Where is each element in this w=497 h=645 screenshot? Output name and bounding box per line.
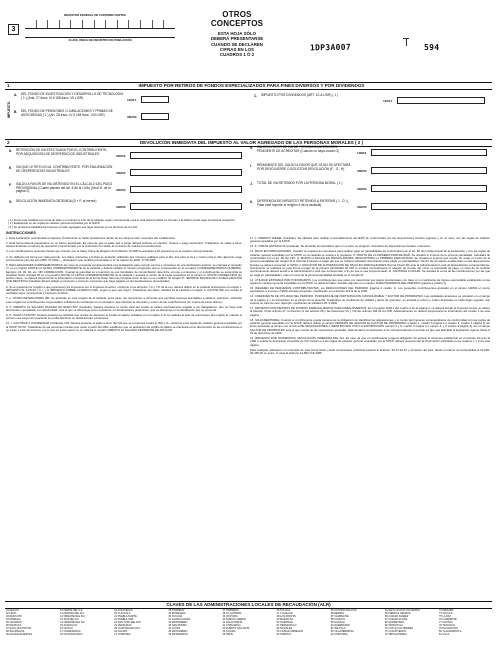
section2-f-code: 33I250	[116, 188, 126, 192]
alr-entry: 74 TOLUCA	[439, 612, 453, 616]
section2-d-amount-field[interactable]	[130, 152, 242, 159]
section1-b-code: 38I150	[127, 115, 137, 119]
alr-entry: 41 AGUA PRIETA	[222, 621, 243, 625]
alr-entry: 71 CUAUHTEMOC	[384, 630, 407, 634]
section1-b-letter: B.	[14, 110, 18, 114]
header-mark-vertical	[406, 38, 407, 46]
rfc-field[interactable]	[25, 20, 175, 29]
alr-entry: 34 LA PAZ	[168, 627, 181, 631]
section1-c-amount-field[interactable]	[397, 97, 485, 104]
curp-label: CLAVE ÚNICA DE REGISTRO DE POBLACIÓN	[68, 38, 132, 42]
alr-entry: 63 CHETUMAL	[330, 633, 348, 637]
instruction-item: 6. Si se presenta por renglón a que pertenecen los impuestos por el impuesto al activo, conforme a los artículos 7-A y 7-D de la Ley, deberá utilizar en la carátula únicamente el renglón c. IMPUESTO AL ACTIVO ( 6 ), y el IMPUESTO SOBRE LA RENTA (ISR), según el que sea mayor. Tratándose del saldo, utilizará en la carátula el renglón b. AJUSTE ISR con cuanto la cantidad mayor corresponde a impuesto al activo.	[6, 284, 242, 296]
section1-title: IMPUESTO POR RETIROS DE FONDOS ESPECIALIZADOS PARA FINES DIVERSOS Y POR DIVIDENDOS	[138, 83, 365, 88]
instruction-item: 18. IVA ACREDITABLE. Cuando el contribuyente pueda tomarse de la obligación de identificar las adquisiciones y el monto del impuesto correspondiente de conformidad con las reglas de carácter general expedidas por la SHCP, deberá utilizar el campo DEFINIDO DE APLICAR EL FACTOR DE PRORRATEO (cuadro 1, cuadro 6 página 2 o cuadro 3, cuadro 4 página 3) así llevar anotación al campo con la forma DE ADQUISICIONES e IDENTIFICADO CON LA EXPORTACIÓN (campo 3 y 8, cuadro 5 página 2 o campo 3, y 4 cuadro 3 página 4), así el campo FACTOR DE PRORRATEO será el que resulte de las operaciones gravadas. Deberá darse cumplimiento a los correspondientes a periodo en que sea aplicable la legislación vigente hasta el 31 de diciembre de 1999.	[250, 317, 490, 335]
alr-column	[439, 609, 492, 636]
alr-entry: 06 PACHUCA	[6, 624, 22, 628]
section1-b-amount-field[interactable]	[141, 113, 169, 120]
alr-entry: 56 MERIDA	[330, 612, 344, 616]
alr-entry: 53 CIUDAD OBREGON	[276, 630, 304, 634]
alr-entry: 38 LA CANTERA	[222, 612, 242, 616]
instruction-item: 5. DECLARACIONES COMPLEMENTARIAS: En caso de presentar complementaria una declaración para corregir errores u omisiones de una declaración anterior, se marcará el recuadro 'C' en el renglón ANOTE LA LETRA CORRESPONDIENTE de la carátula y deberá señalar el número progresivo que le corresponda en el recuadro (COMPLEMENTARIAS NÚMERO). Ejemplo: 01, 02, 03, etc. NIF CORRECCIÓN. Cuando la autoridad en el ejercicio de sus facultades de comprobación determine errores u omisiones y el contribuyente se autocorrija su situación fiscal, anotará 'M' en el recuadro ANOTE LA LETRA CORRESPONDIENTE de la carátula y anotará el monto de la multa respectiva en el campo G. MULTA CORRECCIÓN. En ambos casos, se deberá proporcionar la información completa de la forma fiscal, tanto la corregida como la que no se modificó. El renglón H. IMPORTE PAGADO EN LA DECLARACIÓN QUE RECTIFICA (cantidad deberá reflejar el concepto o suma de conceptos que haya pagado en las declaraciones presentadas).	[6, 262, 242, 284]
alr-column	[168, 609, 221, 636]
alr-entry: 42 CHIHUAHUA	[222, 624, 241, 628]
section2-g-code: 33I250	[116, 205, 126, 209]
section1-side-label: IMPUESTO	[7, 101, 11, 119]
section2-k-row	[250, 200, 488, 216]
alr-entry: 79 NAUCALPAN	[439, 627, 458, 631]
section2-e-row	[9, 166, 243, 182]
subtitle-line: CIFRAS EN LOS	[220, 46, 254, 52]
rfc-label: REGISTRO FEDERAL DE CONTRIBUYENTES	[64, 13, 126, 17]
section1-header	[5, 82, 492, 90]
section2-h-row	[250, 146, 488, 162]
section2-e-text: IVA QUE LE RETUVO AL CONTRIBUYENTE, POR ENAJENACIÓN DE DESPERDICIOS INDUSTRIALES	[16, 165, 113, 173]
instructions-heading: INSTRUCCIONES	[6, 231, 36, 235]
alr-entry: 25 COATZACOALCOS	[114, 627, 140, 631]
alr-entry: 65 PIEDRAS NEGRAS	[384, 612, 411, 616]
alr-entry: 22 PUEBLA SUR	[114, 618, 134, 622]
section2-j-amount-field[interactable]	[371, 185, 487, 192]
section1-a-row	[14, 93, 170, 109]
alr-entry: 13 SUR DEL D.F.	[60, 618, 80, 622]
alr-entry: 19 ZACATECAS	[114, 609, 133, 612]
instruction-item: 2. Esta forma deberá presentarse en un banco autorizado. En caso de que el saldo sea a cargo deberá cubrirse en efectivo, cheque o pago electrónico. Tratándose de saldo a favor, deberá anotarse el número de operación proporcionado por la institución de crédito al momento de realizar la transferencia.	[6, 241, 242, 249]
section2-j-row	[250, 182, 488, 198]
section1-c-text: IMPUESTO POR DIVIDENDOS (ART. 10-A LISR) ( 1 )	[261, 93, 338, 97]
section2-i-amount-field[interactable]	[371, 167, 487, 174]
section1-c-row	[254, 94, 486, 110]
section1-a-text: DEL FONDO DE INVESTIGACIÓN Y DESARROLLO DE TECNOLOGÍA ( 1 ) (Arts. 27 fracc. III 6 158 fracc. VII LISR)	[21, 92, 124, 100]
alr-entry: 30 TIJUANA	[168, 615, 183, 619]
instruction-item: 16. COEFICIENTE DE UTILIDAD DEL PERIODO, PORCENTAJE DE PARTICIPACIÓN CONSOLIDABLE Y FACTOR DE PRORRATEO. Las cantidades anteriores se anotarán en el campo de la página 2 y se transcriben en el campo de la derecha. Tratándose de coeficiente de utilidad y factor de prorrateo, se anotará el entero y cuatro decimales en cada dígito seguido, aun cuando se trate de cero. Ejemplo: coeficiente de utilidad 0.25: 0.2500	[250, 294, 490, 306]
header-title-block	[177, 10, 297, 57]
alr-entry: 39 VICTORIA	[222, 615, 238, 619]
alr-entry: 12 ORIENTE DEL D.F.	[60, 615, 86, 619]
alr-entry: 01 CELAYA	[6, 609, 19, 612]
section2-i-code: 33I250	[357, 169, 367, 173]
instruction-item: 19. IMPUESTO POR DIVIDENDOS, DEVOLUCIÓN INMEDIATA DEL IVA. En caso de que el contribuyente tenga la obligación de enterar el impuesto establecido en el artículo 10-A de la LISR o solicite la devolución inmediata de IVA conforme a las reglas de carácter general expedidas por la SHCP, deberá proporcionar la información solicitada en los cuadros 1 y 2 de esta página.	[250, 336, 490, 347]
instruction-item: 10. I. CANTIDAD A COMPENSAR (Carátula). NM. Deberá anotarse el saldo a favor del IVA que se compense contra el ISR e IA, conforme a las reglas de carácter general expedidas por la SHCP. NOTA: Tratándose de las personas morales que opten a partir del 2001 establecer que su aplicación del crédito al salario se efectuará como disminución de las contribuciones a su cargo y a las de terceros, por lo que en estos casos no se utilizará el renglón CRÉDITO AL SALARIO PENDIENTE DE APLICAR.	[6, 321, 242, 332]
section2-footnotes	[8, 219, 488, 229]
section2-e-code: 33I250	[116, 171, 126, 175]
alr-entry: 73 ORIZABA	[439, 609, 454, 612]
section2-h-text: SALDO A FAVOR DE IVA DE PERIODOS ANTERIORES PENDIENTE DE ACREDITAR (Cuando no haya cuadro 2)	[257, 145, 340, 153]
section2-h-code: 13I051	[357, 151, 367, 155]
alr-column	[60, 609, 113, 636]
alr-entry: 33 SAN PEDRO	[168, 624, 187, 628]
section1-b-row	[14, 110, 170, 126]
instruction-item: 9. H. SALDO A FAVOR. Deberá anotarse la cantidad que resulte de disminuir el crédito al salario señalado en el renglón F de la carátula al total de retenciones del renglón E, cuando el primero sea mayor al remanente se podrá disminuir en declaraciones posteriores.	[6, 313, 242, 321]
alr-entry: 45 TEPIC	[222, 633, 234, 637]
instruction-item: Para cualquier aclaración en el llenado de esta forma fiscal, puede comunicarse al Distrito Federal al teléfono: 52-27-02-87 y al interior del país, desde el interior de la República al 01-800-90-456-00 en estos. Ó vaya al teléfono 01-800-716-3355.	[250, 347, 490, 356]
alr-entry: 18 CHILPANCINGO	[60, 633, 83, 637]
alr-entry: 60 QUERETARO	[330, 624, 350, 628]
section2-g-text: DEVOLUCIÓN INMEDIATA OBTENIDA (D + F, al menor)	[16, 199, 97, 203]
section1-c-code: 11I017	[383, 99, 393, 103]
alr-entry: 61 SALTILLO	[330, 627, 346, 631]
section2-k-text: DIFERENCIA DE IMPUESTO RETENIDO A ENTERAR ( J - D ) ( Pase este importe al renglón 4 de la carátula)	[257, 199, 349, 207]
section2-d-code: 33I250	[116, 154, 126, 158]
alr-column	[223, 609, 276, 636]
alr-entry: 48 LOS MOCHIS	[276, 615, 296, 619]
handwritten-number: 594	[424, 43, 440, 52]
section2-h-letter: H.	[250, 146, 254, 150]
alr-entry: 44 COLIMA	[222, 630, 236, 634]
section1-b-text: DEL FONDO DE PENSIONES O JUBILACIONES Y PRIMAS DE ANTIGÜEDAD ( 1 ) (Art. 28 fracc. IV 6 158 fracc. VIII LISR)	[21, 109, 113, 117]
page-title: OTROS CONCEPTOS	[210, 10, 264, 28]
footnote: ( 2 ) Establecido en las reglas de carácter general expedidas por la SHCP.	[8, 221, 100, 226]
section2-i-text: REMANENTE DEL SALDO A FAVOR QUE YA NO SE AFECTARÁ POR DEVOLVERSE O SOLICITAR DEVOLUCIÓN (F - G - H)	[257, 163, 351, 171]
subtitle-line: ESTA HOJA SÓLO	[217, 31, 257, 36]
section2-d-text: RETENCIÓN DE IVA EFECTUADA POR EL CONTRIBUYENTE, POR ADQUISICIÓN DE DESPERDICIOS INDUSTRIALES	[16, 148, 108, 156]
alr-entry: 09 AGUASCALIENTES	[6, 633, 32, 637]
subtitle-line: DEBERÁ PRESENTARSE	[210, 36, 264, 42]
handwritten-code: 1DP3A007	[309, 42, 352, 53]
alr-column	[114, 609, 167, 636]
alr-entry: 62 VILLAHERMOSA	[330, 630, 354, 634]
curp-field[interactable]	[25, 30, 175, 38]
alr-entry: 47 CULIACAN	[276, 612, 293, 616]
alr-entry: 26 XALAPA	[114, 630, 128, 634]
instruction-item: 17. IMPUESTO POR RETIROS DE FONDOS ESPECIALIZADOS PARA FINES DIVERSOS. En el renglón 11I017 del cuadro 4 de la página 2, se deberá anotar el impuesto al que se refiere la fracción III del artículo 27, la fracción IV del artículo 28 y las fracciones VII y VIII del artículo 158 de la LISR. Adicionalmente se deberá proporcionar la información del cuadro 1 de esta página.	[250, 306, 490, 317]
section1-number: 1	[7, 83, 10, 88]
alr-entry: 70 TUXTLA GUTIERREZ	[384, 627, 413, 631]
alr-entry: 28 TORREON	[168, 609, 185, 612]
alr-entry: 14 ORIENTE DEL D.F.	[60, 621, 86, 625]
section2-e-amount-field[interactable]	[130, 169, 242, 176]
alr-entry: 49 MAZATLAN	[276, 618, 294, 622]
footnote: ( 1 ) Anote esta cantidad a la suma de ellas en el campo a a fin de la carátula, según corresponda, para lo cual deberá utilizar un formato 1-D distinto al del pago provisional respectivo.	[8, 218, 236, 222]
section2-d-letter: D.	[9, 149, 13, 153]
instruction-item: 1. Esta declaración será llenada a máquina. Únicamente se harán anotaciones dentro de los campos color rosa para ello establecidos.	[6, 236, 176, 240]
instruction-item: 7. p. OTRAS RETENCIONES ISR. Se anotarán en este renglón de la carátula, entre otras, las retenciones a personas que perciban ingresos asimilables a salarios; asimismo, utilizarán este renglón los contribuyentes responsables solidarios de residentes en el extranjero, que efectúen la retención y entero de las contribuciones por cuenta de éstos últimos.	[6, 296, 242, 304]
alr-entry: 05 URUAPAN	[6, 621, 22, 625]
alr-entry: 17 CUERNAVACA	[60, 630, 81, 634]
alr-column	[331, 609, 384, 636]
alr-entry: 51 HERMOSILLO	[276, 624, 297, 628]
alr-entry: 10 NORTE DEL D.F.	[60, 609, 83, 612]
alr-entry: 59 OAXACA	[330, 621, 345, 625]
instructions-left-column	[6, 237, 242, 334]
section2-j-letter: J.	[250, 182, 253, 186]
alr-entry: 40 NUEVO LAREDO	[222, 618, 246, 622]
section2-i-row	[250, 164, 488, 180]
alr-entry: 16 IGUALA	[60, 627, 73, 631]
alr-entry: 43 PUERTO VALLARTA	[222, 627, 250, 631]
section1-a-code: 11I017	[127, 98, 137, 102]
alr-column	[385, 609, 438, 636]
form-number: 3	[11, 26, 16, 33]
section2-j-text: TOTAL DE IVA RETENIDO POR LA PERSONA MORAL ( 1 )	[257, 181, 343, 185]
alr-entry: 50 DURANGO	[276, 621, 293, 625]
section2-e-letter: E.	[9, 166, 13, 170]
alr-entry: 57 CAMPECHE	[330, 615, 349, 619]
form-number-box	[8, 24, 19, 35]
section1-a-letter: A.	[14, 93, 18, 97]
alr-entry: 27 CORDOBA	[114, 633, 131, 637]
subtitle-line: CUADROS 1 Ó 2	[219, 52, 255, 58]
alr-column	[6, 609, 59, 636]
alr-entry: 08 ZACATECAS	[6, 630, 25, 634]
instruction-item: 4. Se utilizará una forma por cada periodo. Los datos referentes a fechas se anotarán utilizando dos números arábigos para el día, dos para el mes y cuatro para el año. Ejemplo: pago provisional de julio del año 2000: 07 2000 — declaración que rectifica presentada el 17 de agosto de 2000: 17 08 2000	[6, 254, 242, 262]
section2-f-amount-field[interactable]	[130, 186, 242, 193]
alr-entry: 31 GUADALAJARA	[168, 618, 191, 622]
instruction-item: 14. UTILIDAD ESTIMADA POR HONORARIOS. Los contribuyentes que opten por determinar sus pagos provisionales con base en el coeficiente de ingreso acumulable establecido en las reglas de carácter general expedidas por la SHCP no deberán haber anotado algunas en el campo 111303 INGRESOS DEL PERIODO (página 2 cuadro 1).	[250, 277, 490, 285]
alr-entry: 37 TORREON	[222, 609, 239, 612]
footnote: ( 3 ) Se anotará la totalidad del impuesto al valor agregado que haya retenido en los términos de la LIVA.	[8, 224, 138, 229]
instruction-item: 11. J. CRÉDITO DIESEL (Carátula). Se utilizará para realizar el acreditamiento del IEPS de conformidad con las disposiciones fiscales vigentes y en su caso, con las reglas de carácter general expedidas por la SHCP.	[250, 236, 490, 244]
alr-entry: 68 QUERETARO	[384, 621, 404, 625]
alr-entry: 21 PUEBLA NORTE	[114, 615, 137, 619]
alr-entry: 52 NOGALES	[276, 627, 293, 631]
subtitle-line: CUANDO SE DECLAREN	[211, 41, 263, 47]
alr-entry: 78 TEXCOCO	[439, 624, 455, 628]
section2-title: DEVOLUCIÓN INMEDIATA DEL IMPUESTO AL VALOR AGREGADO DE LAS PERSONAS MORALES	[139, 140, 354, 145]
alr-entry: 11 CENTRO DEL D.F.	[60, 612, 85, 616]
section1-c-letter: C.	[254, 94, 258, 98]
alr-entry: 24 VERACRUZ	[114, 624, 132, 628]
alr-entry: 66 CIUDAD JUAREZ	[384, 615, 409, 619]
alr-entry: 15 ACAPULCO	[60, 624, 78, 628]
alr-column	[277, 609, 330, 636]
alr-entry: 20 TLAXCALA	[114, 612, 131, 616]
alr-entry: 81 VILLA	[439, 633, 450, 637]
section2-g-letter: G.	[9, 200, 13, 204]
section2-k-amount-field[interactable]	[371, 203, 487, 210]
alr-title: CLAVES DE LAS ADMINISTRACIONES LOCALES DE RECAUDACIÓN (ALR)	[166, 602, 331, 607]
alr-table	[6, 609, 492, 636]
section2-i-letter: I.	[250, 164, 252, 168]
alr-entry: 02 LEON	[6, 612, 17, 616]
alr-entry: 36 MATAMOROS	[168, 633, 188, 637]
section2-title-note: ( 2 )	[355, 140, 364, 145]
instruction-item: 3. Los contribuyentes personas físicas que cuenten con la Clave Única de Registro de Población (CURP) la anotarán a 18 posiciones en el espacio correspondiente.	[6, 249, 214, 254]
section2-f-letter: F.	[9, 183, 12, 187]
section2-g-amount-field[interactable]	[130, 203, 242, 210]
section2-h-amount-field[interactable]	[371, 149, 487, 156]
alr-entry: 04 MORELIA	[6, 618, 21, 622]
alr-entry: 32 MONTERREY	[168, 621, 188, 625]
section2-k-code: 33I250	[357, 205, 367, 209]
instruction-item: 13. PAGO EN PARCIALIDADES. Cuando se requiera los impuestos para realizar pago en parcialidades de conformidad con el art. 66 del Código Fiscal de la Federación y con las reglas de carácter general expedidas por la SHCP, en la carátula se estará a lo siguiente: P. MONTO DE LA PRIMERA PARCIALIDAD. Se anotará el importe de la primera parcialidad, calculada de conformidad con el art. 66 del CFF. Q. MONTO A PAGAR EN PARCIALIDADES, DESCONTADA LA PRIMERA PARCIALIDAD. Se anotará el importe que resulte de restar el monto de la primera parcialidad del renglón P al total del impuesto a pagar del que se hubiera solicitado autorización para pagar en parcialidades. Dentro de los plazos establecidos en las disposiciones fiscales se deberá presentar el AVISO o SOLICITUD DE AUTORIZACIÓN DE PAGO EN PARCIALIDADES (Forma Fiscal 46) ante la Administración Local de Recaudación correspondiente. Únicamente se realizará en esta forma el pago de la primera parcialidad. El SAT le enviará mensualmente la relación de cuenta, así como su formulario de pago, en caso de no recibirlo oportunamente deberá acudir a la Administración Local que corresponda, a fin de que le sea proporcionado. R. CANTIDAD A PAGAR. Se anotará la suma de las contribuciones por las que se paga en parcialidades, más el monto de la primera parcialidad anotada en el renglón R.	[250, 249, 490, 277]
instruction-item: 8. F. CRÉDITO AL SALARIO PAGADO EN EFECTIVO (Carátula). Deberá anotarse el monto total del crédito al salario efectivamente pagado a los trabajadores, que no haya sido disminuido o acreditado con anterioridad, más el que se disminuya como excedente en declaraciones posteriores, que se disminuye en la declaración que se presenta.	[6, 304, 242, 312]
section2-f-text: SALDO A FAVOR DE IVA OBTENIDO EN EL CÁLCULO DEL PAGO PROVISIONAL (Cuarto párrafo del Art. 5 de la LIVA) (Va al H. de la página 2)	[16, 182, 113, 194]
alr-entry: 80 TLALNEPANTLA	[439, 630, 462, 634]
section2-number: 2	[7, 140, 10, 145]
alr-entry: 69 TAPACHULA	[384, 624, 403, 628]
alr-entry: 72 TEHUANTEPEC	[384, 633, 407, 637]
alr-entry: 67 CIUDAD ACUÑA	[384, 618, 408, 622]
alr-entry: 07 SAN LUIS POTOSI	[6, 627, 31, 631]
section2-j-code: 33I250	[357, 187, 367, 191]
instructions-right-column	[250, 237, 490, 357]
section2-g-row	[9, 200, 243, 216]
alr-entry: 03 IRAPUATO	[6, 615, 23, 619]
alr-entry: 58 CANCUN	[330, 618, 345, 622]
alr-entry: 23 SAN JUAN DEL RIO	[114, 621, 141, 625]
instruction-item: 12. K. OTROS ESTÍMULOS (Carátula). Se anotarán los beneficios que en su caso se otorguen, derivados de disposiciones fiscales o decretos.	[250, 244, 431, 249]
instruction-item: 15. RÉGIMEN DE PEQUEÑOS CONTRIBUYENTES, los DEDUCCIONES DEL PERIODO (página 2 cuadro 1). Los pequeños contribuyentes anotarán en el campo 111804 el monto equivalente a 3 veces el SMG elevado al periodo, establecido en el artículo 119-N de la LISR.	[250, 286, 490, 294]
section2-f-row	[9, 183, 243, 199]
section1-a-amount-field[interactable]	[141, 96, 169, 103]
alr-entry: 76 CAMPECHE	[439, 618, 457, 622]
section2-d-row	[9, 149, 243, 165]
alr-entry: 35 MONTERREY	[168, 630, 188, 634]
page-subtitle	[177, 31, 297, 57]
alr-entry: 55 COATZACOALCOS	[330, 609, 357, 612]
alr-entry: 29 ENSENADA	[168, 612, 186, 616]
section2-k-letter: K.	[250, 200, 254, 204]
alr-entry: 75 LA PAZ	[439, 615, 451, 619]
alr-entry: 54 TAMPICO	[276, 633, 292, 637]
alr-entry: 77 OAXACA	[439, 621, 453, 625]
alr-entry: 64 SAN LUIS RIO COLORADO	[384, 609, 420, 612]
alr-header	[5, 601, 492, 609]
alr-entry: 46 TOLUCA	[276, 609, 291, 612]
